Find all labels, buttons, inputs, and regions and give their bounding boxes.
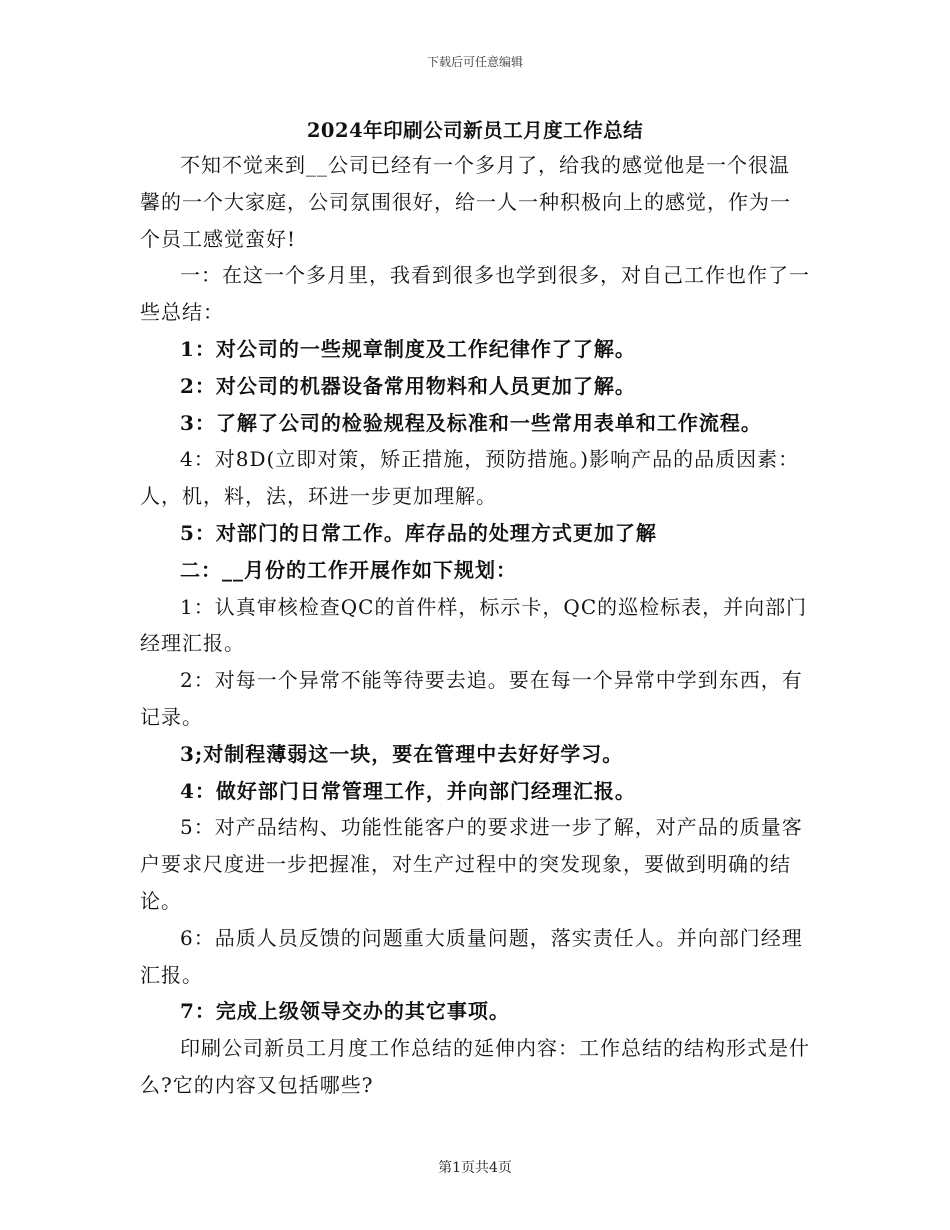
paragraph: 二：__月份的工作开展作如下规划： — [180, 557, 517, 582]
paragraph: 2：对公司的机器设备常用物料和人员更加了解。 — [180, 373, 636, 398]
paragraph: 4：做好部门日常管理工作，并向部门经理汇报。 — [180, 778, 636, 803]
document-title: 2024年印刷公司新员工月度工作总结 — [306, 119, 644, 142]
paragraph: 6：品质人员反馈的问题重大质量问题，落实责任人。并向部门经理汇报。 — [140, 925, 803, 987]
paragraph: 一：在这一个多月里，我看到很多也学到很多，对自己工作也作了一些总结： — [140, 263, 810, 325]
paragraph: 不知不觉来到__公司已经有一个多月了，给我的感觉他是一个很温馨的一个大家庭，公司氛围很好，给一人一种积极向上的感觉，作为一个员工感觉蛮好! — [140, 153, 791, 251]
paragraph: 3;对制程薄弱这一块，要在管理中去好好学习。 — [180, 741, 624, 766]
paragraph: 1：认真审核检查QC的首件样，标示卡，QC的巡检标表，并向部门经理汇报。 — [140, 594, 808, 656]
paragraph: 5：对产品结构、功能性能客户的要求进一步了解，对产品的质量客户要求尺度进一步把握准，对生产过程中的突发现象，要做到明确的结论。 — [140, 815, 803, 913]
paragraph: 4：对8D(立即对策，矫正措施，预防措施。)影响产品的品质因素：人，机，料，法，环进一步更加理解。 — [140, 447, 800, 509]
paragraph: 3：了解了公司的检验规程及标准和一些常用表单和工作流程。 — [180, 410, 762, 435]
page-footer: 第1页共4页 — [438, 1160, 512, 1176]
paragraph: 5：对部门的日常工作。库存品的处理方式更加了解 — [180, 520, 657, 545]
paragraph: 2：对每一个异常不能等待要去追。要在每一个异常中学到东西，有记录。 — [140, 668, 803, 729]
paragraph: 1：对公司的一些规章制度及工作纪律作了了解。 — [180, 336, 636, 361]
paragraph: 印刷公司新员工月度工作总结的延伸内容：工作总结的结构形式是什么?它的内容又包括哪些? — [140, 1036, 810, 1097]
document-body — [140, 147, 810, 1104]
paragraph: 7：完成上级领导交办的其它事项。 — [180, 999, 510, 1024]
header-note: 下载后可任意编辑 — [426, 55, 523, 69]
